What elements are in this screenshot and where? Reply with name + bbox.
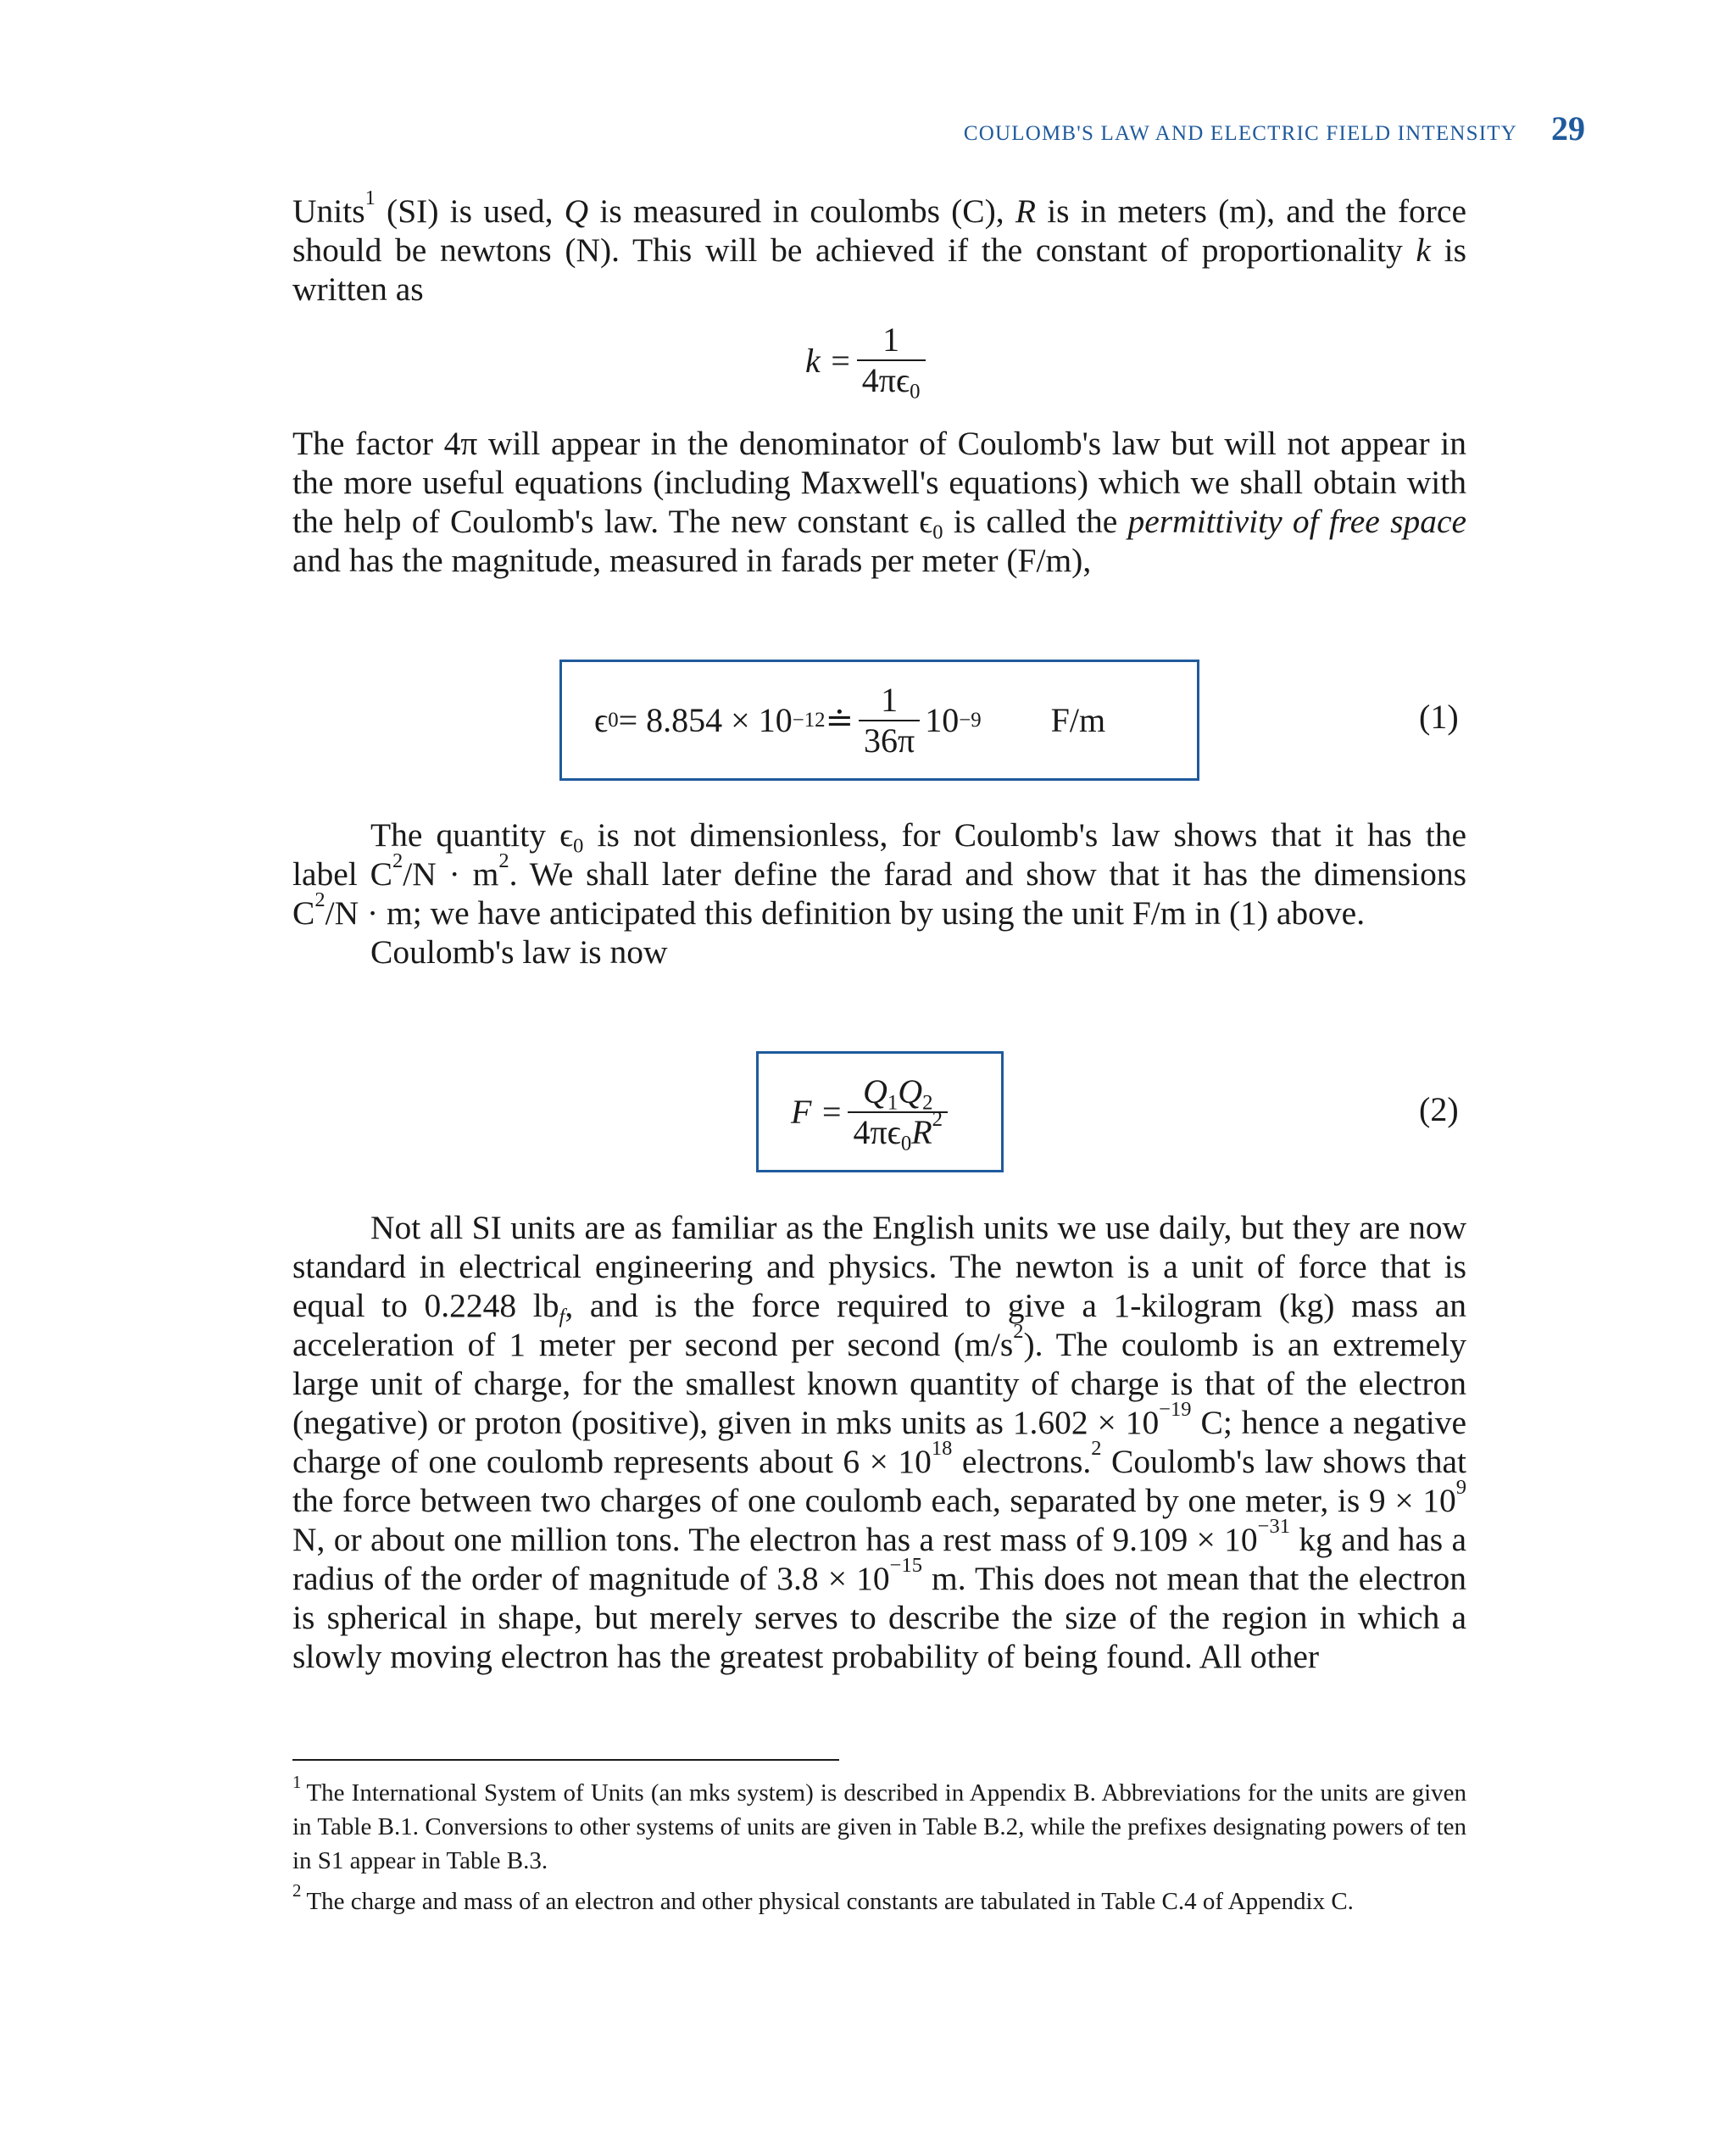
paragraph-3: The quantity $\epsilon_0$ is not dimensionless, for Coulomb's law shows that it has the label $C^2/N \cdot m^2$. We shall later define the farad and show that it has the dimensions $C^2/N \cdot m$; we have anticipated this definition by using the unit F/m in (1) above. Coulomb's law is now xyxy=(292,816,1467,971)
equation-1-box: ϵ 0 = 8.854 × 10 −12 ≐ $\frac{1}{36\pi}$ 10 −9 F/m xyxy=(559,660,1199,781)
eq-k-lhs: k = xyxy=(805,341,852,380)
running-header xyxy=(848,109,1585,148)
footnote-1: $^1$ The International System of Units (an mks system) is described in Appendix B. Abbreviations for the units are given in Table B.1. Conversions to other systems of units are given in Table B.2, while the prefixes designating powers of ten in S1 appear in Table B.3. xyxy=(292,1772,1466,1874)
equation-2-box: F = $\frac{Q_1Q_2}{4\pi\epsilon_0R^2}$ xyxy=(756,1051,1004,1172)
footnotes xyxy=(292,1772,1466,1925)
footnote-ref-1[interactable]: 1 xyxy=(364,187,376,210)
equation-k xyxy=(805,320,931,404)
running-title: COULOMB'S LAW AND ELECTRIC FIELD INTENSITY xyxy=(963,122,1517,145)
eq2-fraction: $\frac{Q_1Q_2}{4\pi\epsilon_0R^2}$ xyxy=(848,1072,948,1152)
footnote-2: $^2$ The charge and mass of an electron and other physical constants are tabulated in Table C.4 of Appendix C. xyxy=(292,1880,1354,1915)
footnote-ref-2[interactable]: 2 xyxy=(1091,1437,1102,1461)
eq1-unit: F/m xyxy=(1050,701,1106,739)
page-number: 29 xyxy=(1551,109,1585,148)
eq-k-fraction: $\frac{1}{4\pi\epsilon_0}$ xyxy=(857,320,926,400)
paragraph-1: Units$^1$ (SI) is used, Q is measured in coulombs (C), R is in meters (m), and the force should be newtons (N). This will be achieved if the constant of proportionality k is written as xyxy=(292,187,1466,308)
footnote-divider xyxy=(292,1759,839,1761)
term-permittivity: permittivity of free space xyxy=(1127,503,1467,540)
paragraph-4: Coulomb's law is now xyxy=(370,933,668,971)
equation-number-1: (1) xyxy=(1419,698,1459,736)
eq1-fraction: $\frac{1}{36\pi}$ xyxy=(859,681,920,760)
paragraph-2: The factor 4π will appear in the denominator of Coulomb's law but will not appear in the more useful equations (including Maxwell's equations) which we shall obtain with the help of Coulomb's law. The new constant $\epsilon_0$ is called the permittivity of free space and has the magnitude, measured in farads per meter (F/m), xyxy=(292,425,1467,579)
paragraph-5: Not all SI units are as familiar as the English units we use daily, but they are now standard in electrical engineering and physics. The newton is a unit of force that is equal to 0.2248 $lb_f$, and is the force required to give a 1-kilogram (kg) mass an acceleration of 1 meter per second per second $(m/s^2)$. The coulomb is an extremely large unit of charge, for the smallest known quantity of charge is that of the electron (negative) or proton (positive), given in mks units as $1.602 \times 10^{-19}$ C; hence a negative charge of one coulomb represents about $6 \times 10^{18}$ electrons.$^2$ Coulomb's law shows that the force between two charges of one coulomb each, separated by one meter, is $9 \times 10^9$ N, or about one million tons. The electron has a rest mass of $9.109 \times 10^{-31}$ kg and has a radius of the order of magnitude of $3.8 \times 10^{-15}$ m. This does not mean that the electron is spherical in shape, but merely serves to describe the size of the region in which a slowly moving electron has the greatest probability of being found. All other xyxy=(292,1209,1466,1675)
equation-number-2: (2) xyxy=(1419,1090,1459,1128)
